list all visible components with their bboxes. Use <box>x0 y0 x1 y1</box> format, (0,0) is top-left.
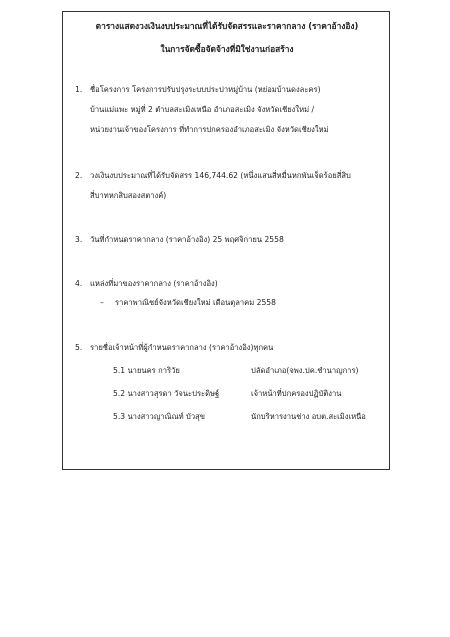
item-1-line-1: ชื่อโครงการ โครงการปรับปรุงระบบประปาหมู่บ้าน (หย่อมบ้านดงละคร) <box>90 85 321 94</box>
item-2-line-1: วงเงินงบประมาณที่ได้รับจัดสรร 146,744.62 (หนึ่งแสนสี่หมื่นหกพันเจ็ดร้อยสี่สิบ <box>90 171 351 180</box>
person-1-role: ปลัดอำเภอ(จพง.ปค.ชำนาญการ) <box>251 366 359 375</box>
content-frame <box>62 11 390 470</box>
item-4-dash: – <box>100 298 104 307</box>
person-2-role: เจ้าหน้าที่ปกครองปฏิบัติงาน <box>251 389 342 398</box>
item-5-number: 5. <box>75 343 83 352</box>
item-1-number: 1. <box>75 85 83 94</box>
item-4-line-1: แหล่งที่มาของราคากลาง (ราคาอ้างอิง) <box>90 279 218 288</box>
item-4-number: 4. <box>75 279 83 288</box>
item-3-number: 3. <box>75 235 83 244</box>
item-2-number: 2. <box>75 171 83 180</box>
item-5-line-1: รายชื่อเจ้าหน้าที่ผู้กำหนดราคากลาง (ราคาอ้างอิง)ทุกคน <box>90 343 274 352</box>
item-3-line-1: วันที่กำหนดราคากลาง (ราคาอ้างอิง) 25 พฤศจิกายน 2558 <box>90 235 284 244</box>
item-4-sub-line: ราคาพาณิชย์จังหวัดเชียงใหม่ เดือนตุลาคม 2558 <box>115 298 276 307</box>
document-title-line-1: ตารางแสดงวงเงินงบประมาณที่ได้รับจัดสรรและราคากลาง (ราคาอ้างอิง) <box>95 21 359 31</box>
person-2-name: 5.2 นางสาวสุรดา วัจนะประดิษฐ์ <box>113 389 220 398</box>
item-1-line-3: หน่วยงานเจ้าของโครงการ ที่ทำการปกครองอำเภอสะเมิง จังหวัดเชียงใหม่ <box>90 125 329 134</box>
item-2-line-2: สี่บาทหกสิบสองสตางค์) <box>90 191 167 200</box>
document-title-line-2: ในการจัดซื้อจัดจ้างที่มิใช่งานก่อสร้าง <box>160 44 294 54</box>
person-3-role: นักบริหารงานช่าง อบต.สะเมิงเหนือ <box>251 412 366 421</box>
person-1-name: 5.1 นายนคร การิวัย <box>113 366 180 375</box>
item-1-line-2: บ้านแม่แพะ หมู่ที่ 2 ตำบลสะเมิงเหนือ อำเภอสะเมิง จังหวัดเชียงใหม่ / <box>90 105 315 114</box>
person-3-name: 5.3 นางสาวญาณิณท์ บัวสุข <box>113 412 205 421</box>
